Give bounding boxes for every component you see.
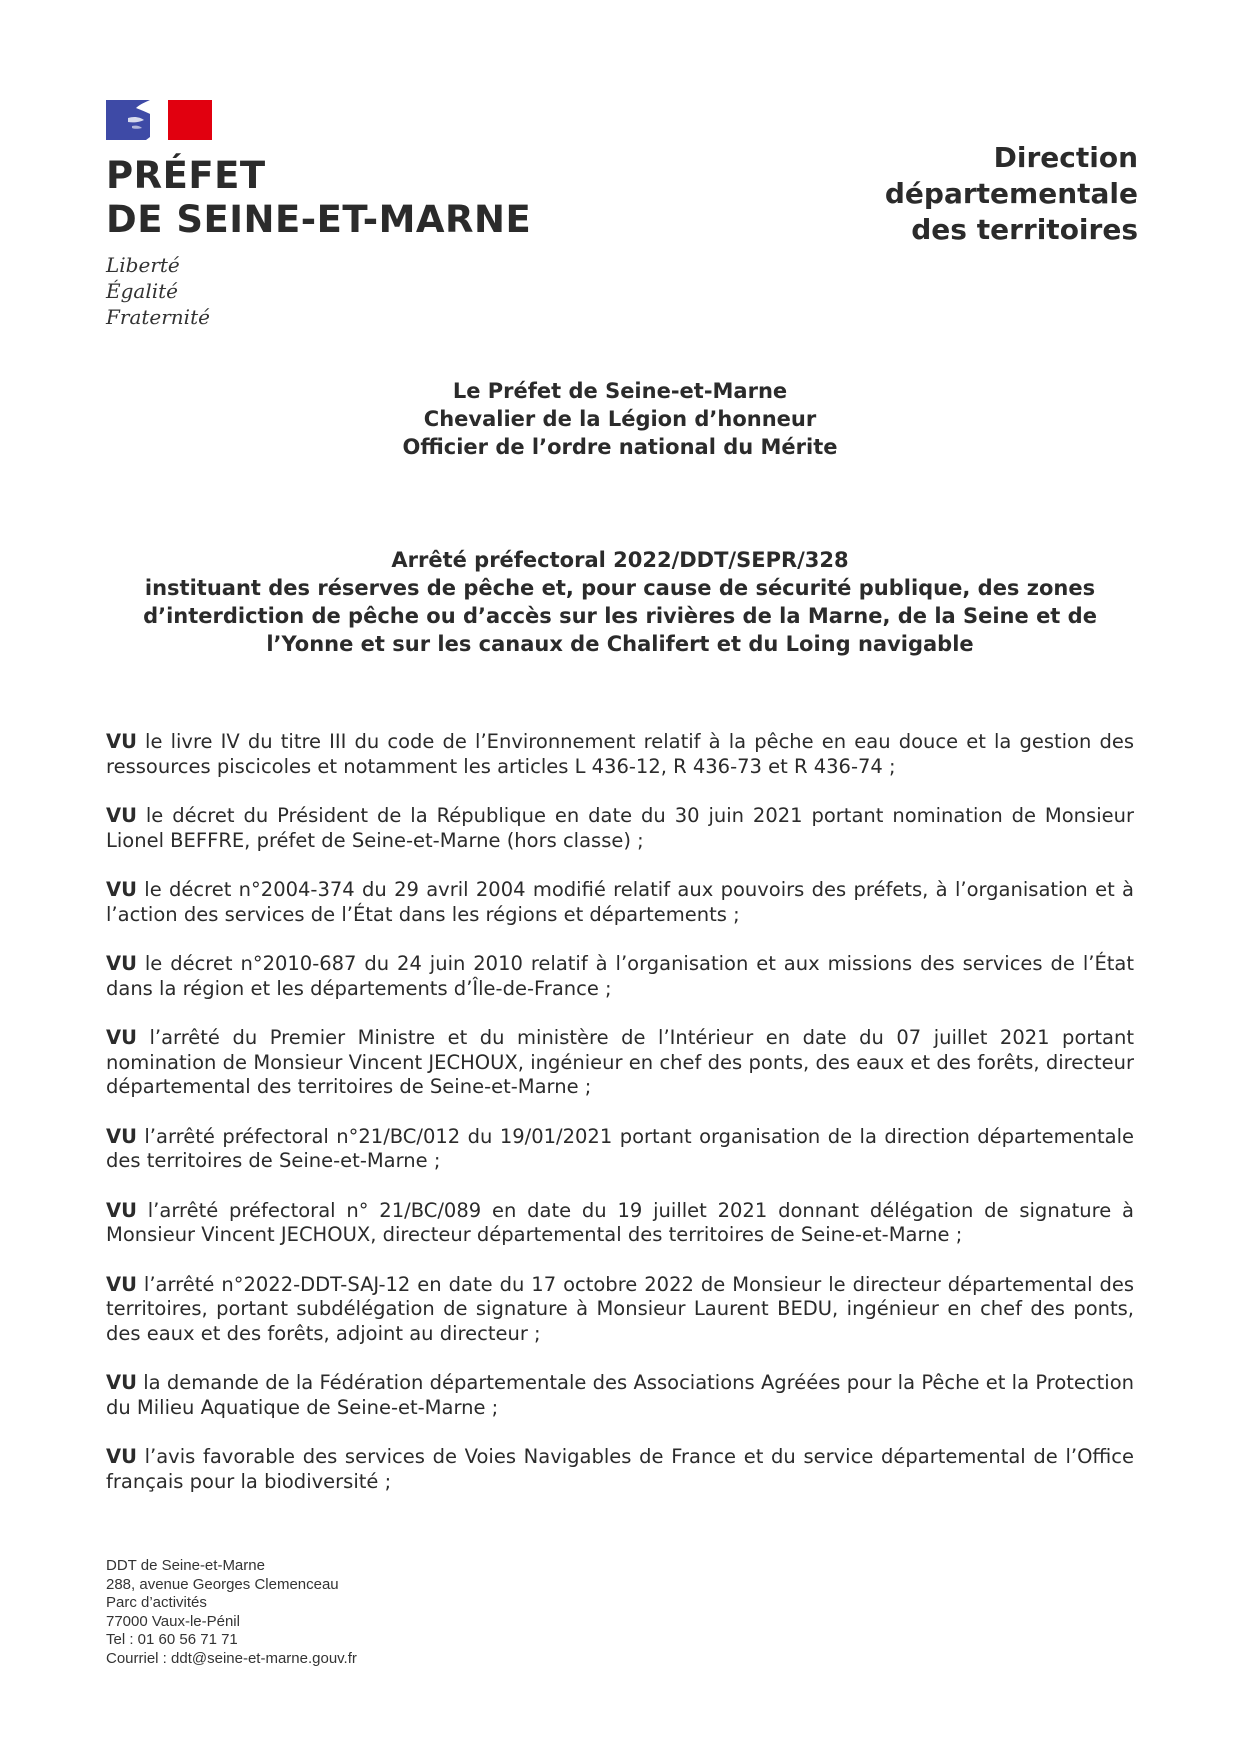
prefect-title xyxy=(0,377,1240,461)
marianne-flag-icon xyxy=(106,100,212,140)
footer-phone: Tel : 01 60 56 71 71 xyxy=(106,1631,238,1649)
considerant-item xyxy=(106,1273,1134,1347)
considerant-text: l’arrêté préfectoral n° 21/BC/089 en date du 19 juillet 2021 donnant délégation de signature à Monsieur Vincent JECHOUX, directeur départemental des territoires de Seine-et-Marne ; xyxy=(106,1198,1134,1246)
vu-keyword: VU xyxy=(106,1026,137,1049)
prefect-honor-1: Chevalier de la Légion d’honneur xyxy=(423,407,817,431)
vu-keyword: VU xyxy=(106,730,137,753)
considerant-text: l’arrêté n°2022-DDT-SAJ-12 en date du 17 octobre 2022 de Monsieur le directeur départemental des territoires, portant subdélégation de signature à Monsieur Laurent BEDU, ingénieur en chef des ponts, des eaux et des forêts, adjoint au directeur ; xyxy=(106,1272,1134,1345)
direction-line-2: départementale xyxy=(884,177,1138,210)
prefecture-logo xyxy=(106,100,531,330)
considerant-text: le décret n°2010-687 du 24 juin 2010 relatif à l’organisation et aux missions des services de l’État dans la région et les départements d’Île-de-France ; xyxy=(106,952,1134,1000)
prefect-honor-2: Officier de l’ordre national du Mérite xyxy=(402,435,838,459)
considerant-text: l’arrêté du Premier Ministre et du ministère de l’Intérieur en date du 07 juillet 2021 portant nomination de Monsieur Vincent JECHOUX, ingénieur en chef des ponts, des eaux et des forêts, directeur départemental des territoires de Seine-et-Marne ; xyxy=(106,1026,1134,1098)
prefet-line: PRÉFET xyxy=(106,154,266,197)
vu-keyword: VU xyxy=(106,1272,137,1296)
vu-keyword: VU xyxy=(106,878,137,901)
considerant-item xyxy=(106,1125,1134,1174)
considerant-item xyxy=(106,878,1134,927)
motto-fraternite: Fraternité xyxy=(106,305,210,329)
arrete-heading xyxy=(118,546,1122,658)
footer-org: DDT de Seine-et-Marne xyxy=(106,1557,265,1574)
vu-keyword: VU xyxy=(106,1198,137,1222)
footer-address xyxy=(106,1557,357,1669)
considerant-item xyxy=(106,1026,1134,1100)
vu-keyword: VU xyxy=(106,1371,137,1394)
considerant-text: le décret du Président de la République en date du 30 juin 2021 portant nomination de Monsieur Lionel BEFFRE, préfet de Seine-et-Marne (hors classe) ; xyxy=(106,804,1134,852)
republic-motto xyxy=(106,252,531,330)
footer-email: Courriel : ddt@seine-et-marne.gouv.fr xyxy=(106,1649,357,1667)
footer-park: Parc d’activités xyxy=(106,1594,207,1612)
arrete-subtitle: instituant des réserves de pêche et, pour cause de sécurité publique, des zones d’interdiction de pêche ou d’accès sur les rivières de la Marne, de la Seine et de l’Yonne et sur les canaux de Chalifert et du Loing navigable xyxy=(143,576,1097,656)
motto-liberte: Liberté xyxy=(106,253,180,277)
considerant-item xyxy=(106,804,1134,853)
department-line: DE SEINE-ET-MARNE xyxy=(106,198,532,241)
considerant-item xyxy=(106,1199,1134,1248)
direction-header xyxy=(885,140,1138,248)
vu-keyword: VU xyxy=(106,952,137,975)
footer-street: 288, avenue Georges Clemenceau xyxy=(106,1575,339,1593)
footer-city: 77000 Vaux-le-Pénil xyxy=(106,1612,240,1630)
considerant-item xyxy=(106,1371,1134,1420)
vu-keyword: VU xyxy=(106,1445,137,1468)
considerant-item xyxy=(106,730,1134,779)
considerant-text: le livre IV du titre III du code de l’Environnement relatif à la pêche en eau douce et la gestion des ressources piscicoles et notamment les articles L 436-12, R 436-73 et R 436-74 ; xyxy=(106,730,1134,778)
prefet-wordmark xyxy=(106,154,531,242)
considerant-item xyxy=(106,1445,1134,1494)
direction-line-3: des territoires xyxy=(911,213,1138,246)
considerant-text: l’avis favorable des services de Voies Navigables de France et du service départemental de l’Office français pour la biodiversité ; xyxy=(106,1445,1134,1493)
vu-keyword: VU xyxy=(106,804,137,827)
considerant-text: l’arrêté préfectoral n°21/BC/012 du 19/01/2021 portant organisation de la direction départementale des territoires de Seine-et-Marne ; xyxy=(106,1124,1134,1172)
prefect-name: Le Préfet de Seine-et-Marne xyxy=(452,379,788,403)
motto-egalite: Égalité xyxy=(106,279,178,303)
considerant-item xyxy=(106,952,1134,1001)
arrete-title: Arrêté préfectoral 2022/DDT/SEPR/328 xyxy=(391,548,849,572)
considerant-text: la demande de la Fédération départementale des Associations Agréées pour la Pêche et la Protection du Milieu Aquatique de Seine-et-Marne ; xyxy=(106,1371,1134,1419)
direction-line-1: Direction xyxy=(993,141,1138,174)
vu-keyword: VU xyxy=(106,1124,137,1148)
considerants-list xyxy=(106,730,1134,1519)
considerant-text: le décret n°2004-374 du 29 avril 2004 modifié relatif aux pouvoirs des préfets, à l’organisation et à l’action des services de l’État dans les régions et départements ; xyxy=(106,878,1134,926)
